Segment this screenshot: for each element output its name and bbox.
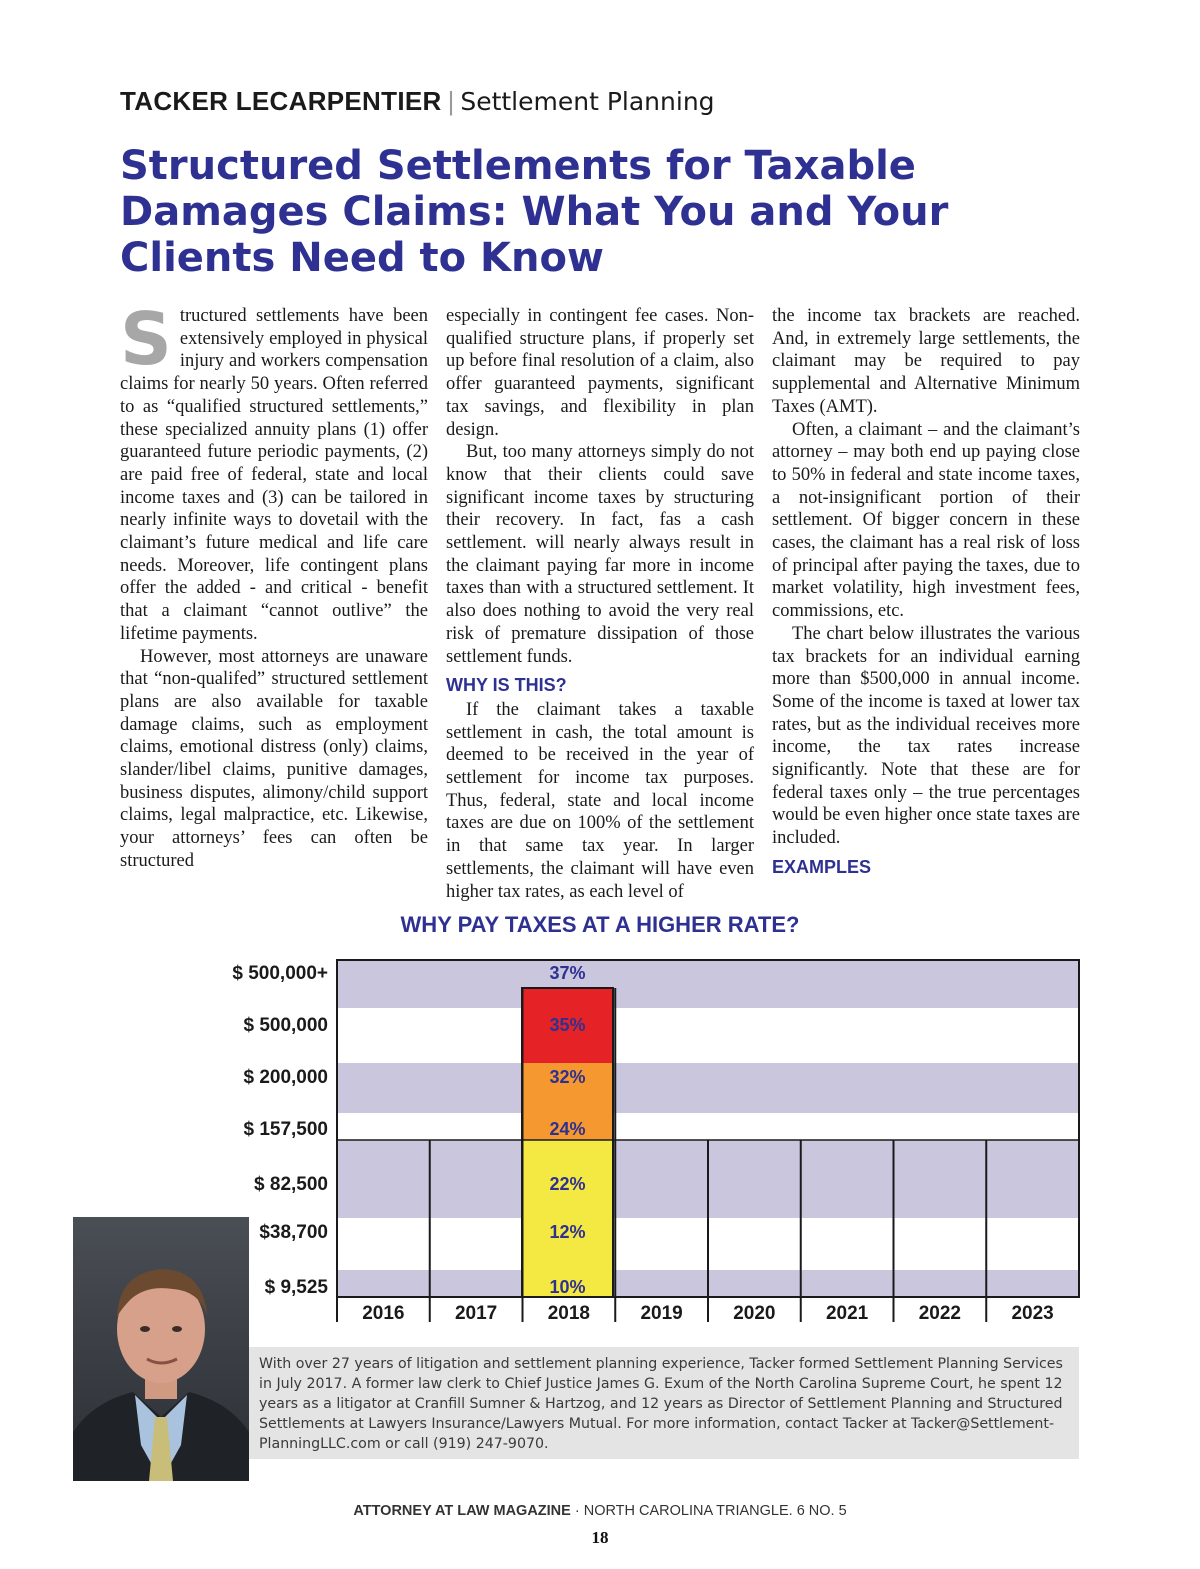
y-tick-label: $ 500,000	[243, 1015, 328, 1036]
y-tick-label: $ 157,500	[243, 1119, 328, 1140]
author-photo	[73, 1217, 249, 1481]
x-tick-label: 2016	[362, 1303, 405, 1324]
edition-label: NORTH CAROLINA TRIANGLE. 6 NO. 5	[583, 1503, 847, 1519]
y-tick-label: $38,700	[259, 1222, 328, 1243]
paragraph: especially in contingent fee cases. Non-qualified structure plans, if properly set up before final resolution of a claim, also offer guaranteed payments, significant tax savings, and flexibility in plan design.	[446, 306, 754, 440]
bracket-rate-label: 12%	[549, 1222, 586, 1242]
paragraph: Often, a claimant – and the claimant’s attorney – may both end up paying close to 50% in federal and state income taxes, a not-insignificant portion of their settlement. Of bigger concern in these cases, the claimant has a real risk of loss of principal after paying the taxes, due to market volatility, high investment fees, commissions, etc.	[772, 419, 1080, 622]
paragraph-text: tructured settlements have been extensively employed in physical injury and workers compensation claims for nearly 50 years. Often referred to as “qualified structured settlements,” these specialized annuity plans (1) offer guaranteed future periodic payments, (2) are paid free of federal, state and local income taxes and (3) can be tailored in nearly infinite ways to dovetail with the claimant’s future medical and life care needs. Moreover, life contingent plans offer the added - and critical - benefit that a claimant “cannot outlive” the lifetime payments.	[120, 306, 428, 644]
byline-separator: |	[447, 86, 455, 116]
author-name: TACKER LECARPENTIER	[120, 86, 442, 116]
subheading-why: WHY IS THIS?	[446, 675, 567, 696]
section-name: Settlement Planning	[460, 87, 715, 116]
chart-band-stripe	[337, 960, 1079, 1008]
footer-dot: ·	[570, 1503, 584, 1519]
drop-cap: S	[120, 297, 172, 381]
x-tick-label: 2017	[454, 1303, 498, 1324]
paragraph: But, too many attorneys simply do not know that their clients could save significant income taxes by structuring their recovery. In fact, fas a cash settlement. will nearly always result in the claimant paying far more in income taxes than with a structured settlement. It also does nothing to avoid the very real risk of premature dissipation of those settlement funds.	[446, 442, 754, 667]
footer	[0, 1503, 1200, 1519]
author-bio: With over 27 years of litigation and settlement planning experience, Tacker formed Settlement Planning Services in July 2017. A former law clerk to Chief Justice James G. Exum of the North Carolina Supreme Court, he spent 12 years as a litigator at Cranfill Sumner & Hartzog, and 12 years as Director of Settlement Planning and Structured Settlements at Lawyers Insurance/Lawyers Mutual. For more information, contact Tacker at Tacker@Settlement-PlanningLLC.com or call (919) 247-9070.	[249, 1347, 1079, 1459]
bracket-rate-label: 10%	[549, 1277, 586, 1297]
magazine-name: ATTORNEY AT LAW MAGAZINE	[353, 1503, 571, 1519]
page-number: 18	[591, 1528, 609, 1547]
y-tick-label: $ 9,525	[264, 1277, 328, 1298]
paragraph: However, most attorneys are unaware that “non-qualifed” structured settlement plans are also available for taxable damage claims, such as employment claims, emotional distress (only) claims, slander/libel claims, punitive damages, business disputes, alimony/child support claims, legal malpractice, etc. Likewise, your attorneys’ fees can often be structured	[120, 646, 428, 871]
x-tick-label: 2020	[733, 1303, 776, 1324]
x-tick-label: 2023	[1011, 1303, 1054, 1324]
chart-band-stripe	[337, 1063, 1079, 1113]
x-tick-label: 2018	[547, 1303, 591, 1324]
y-tick-label: $ 82,500	[254, 1174, 328, 1195]
y-tick-label: $ 200,000	[243, 1067, 328, 1088]
paragraph: the income tax brackets are reached. And, in extremely large settlements, the claimant may be required to pay supplemental and Alternative Minimum Taxes (AMT).	[772, 306, 1080, 417]
bracket-rate-label: 35%	[549, 1015, 586, 1035]
bracket-rate-label: 32%	[549, 1067, 586, 1087]
y-tick-label: $ 500,000+	[232, 963, 328, 984]
bracket-rate-label: 24%	[549, 1119, 586, 1139]
x-tick-label: 2022	[918, 1303, 962, 1324]
bracket-rate-label: 22%	[549, 1174, 586, 1194]
subheading-examples: EXAMPLES	[772, 856, 872, 877]
article-title: Structured Settlements for Taxable Damages Claims: What You and Your Clients Need to Know	[120, 143, 949, 281]
bracket-rate-label: 37%	[549, 963, 586, 983]
chart-title: WHY PAY TAXES AT A HIGHER RATE?	[400, 912, 800, 937]
paragraph: The chart below illustrates the various tax brackets for an individual earning more than $500,000 in annual income. Some of the income is taxed at lower tax rates, but as the individual receives more income, the tax rates increase significantly. Note that these are for federal taxes only – the true percentages would be even higher once state taxes are included.	[772, 623, 1080, 849]
x-tick-label: 2021	[825, 1303, 869, 1324]
paragraph: If the claimant takes a taxable settlement in cash, the total amount is deemed to be received in the year of settlement for income tax purposes. Thus, federal, state and local income taxes are due on 100% of the settlement in that same tax year. In larger settlements, the claimant will have even higher tax rates, as each level of	[446, 699, 754, 902]
x-tick-label: 2019	[640, 1303, 683, 1324]
